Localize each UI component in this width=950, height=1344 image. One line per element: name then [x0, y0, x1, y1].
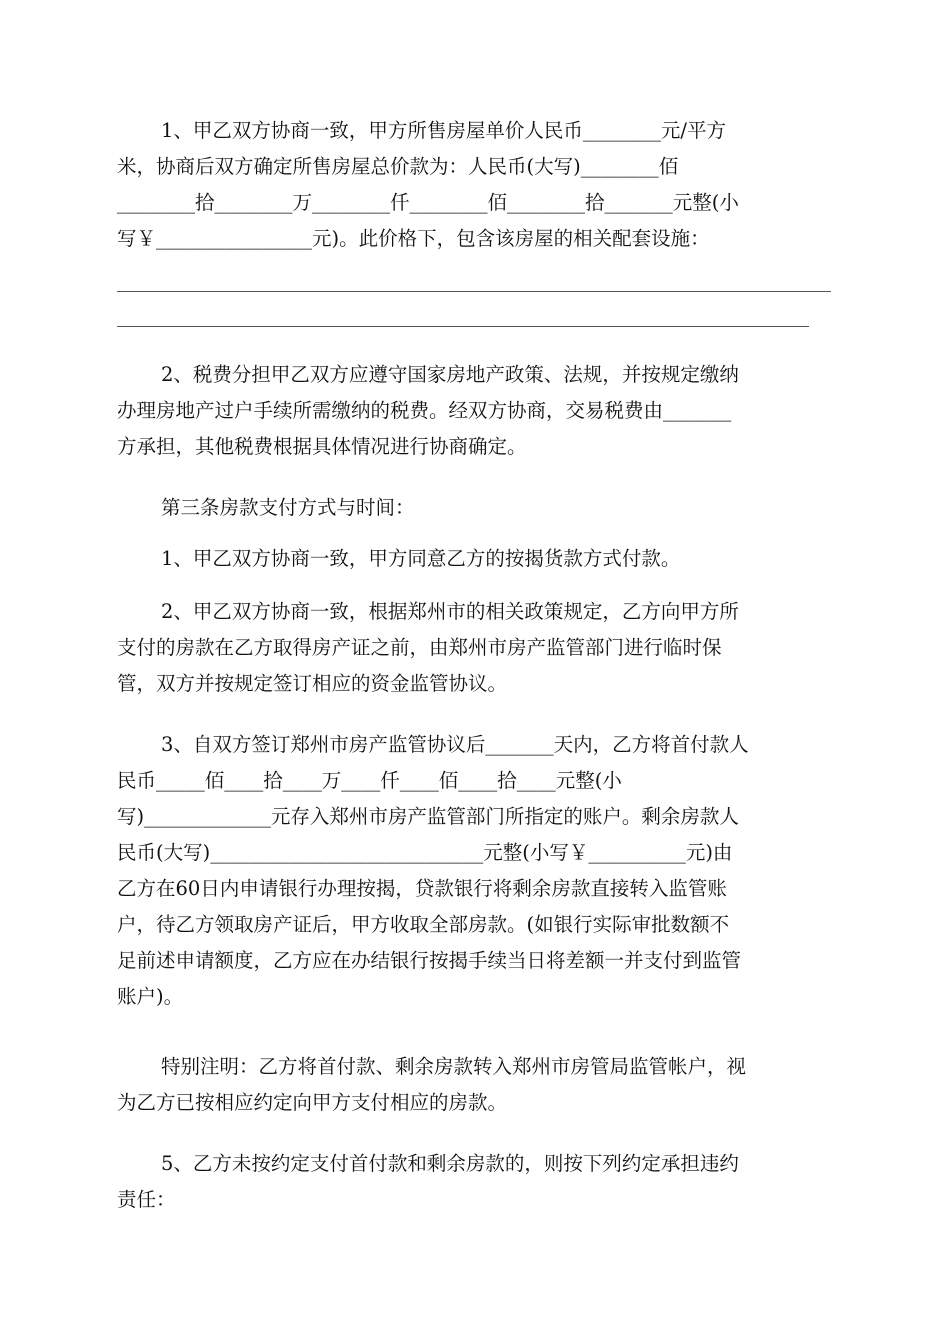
text-line: 支付的房款在乙方取得房产证之前，由郑州市房产监管部门进行临时保 [117, 636, 722, 659]
text-line: 户，待乙方领取房产证后，甲方收取全部房款。(如银行实际审批数额不 [117, 913, 730, 936]
text-line: 责任： [117, 1188, 176, 1211]
text-line: ________拾________万________仟________佰________拾_______元整(小 [117, 191, 739, 214]
text-line: 民币(大写)____________________________元整(小写￥__________元)由 [117, 841, 733, 864]
blank-fill-line [117, 291, 831, 292]
paragraph-breach-liability [117, 1146, 831, 1218]
text-line: 写)_____________元存入郑州市房产监管部门所指定的账户。剩余房款人 [117, 805, 739, 828]
blank-fill-line [117, 326, 809, 327]
text-line: 办理房地产过户手续所需缴纳的税费。经双方协商，交易税费由_______ [117, 399, 732, 422]
paragraph-fund-supervision [117, 594, 831, 702]
text-line: 为乙方已按相应约定向甲方支付相应的房款。 [117, 1091, 508, 1114]
paragraph-tax-sharing [117, 357, 831, 465]
paragraph-mortgage-payment [117, 541, 831, 577]
text-line: 足前述申请额度，乙方应在办结银行按揭手续当日将差额一并支付到监管 [117, 949, 742, 972]
text-line: 乙方在60日内申请银行办理按揭，贷款银行将剩余房款直接转入监管账 [117, 877, 727, 900]
text-line: 方承担，其他税费根据具体情况进行协商确定。 [117, 435, 527, 458]
text-line: 民币_____佰____拾____万____仟____佰____拾____元整(小 [117, 769, 622, 792]
paragraph-down-payment [117, 727, 831, 1015]
text-line: 2、甲乙双方协商一致，根据郑州市的相关政策规定，乙方向甲方所 [161, 600, 739, 623]
text-line: 写￥________________元)。此价格下，包含该房屋的相关配套设施： [117, 227, 710, 250]
text-line: 1、甲乙双方协商一致，甲方同意乙方的按揭货款方式付款。 [161, 547, 681, 570]
text-line: 3、自双方签订郑州市房产监管协议后_______天内，乙方将首付款人 [161, 733, 749, 756]
paragraph-unit-price [117, 113, 831, 257]
text-line: 5、乙方未按约定支付首付款和剩余房款的，则按下列约定承担违约 [161, 1152, 739, 1175]
text-line: 特别注明：乙方将首付款、剩余房款转入郑州市房管局监管帐户，视 [161, 1055, 747, 1078]
text-line: 2、税费分担甲乙双方应遵守国家房地产政策、法规，并按规定缴纳 [161, 363, 739, 386]
text-line: 米，协商后双方确定所售房屋总价款为：人民币(大写)________佰 [117, 155, 679, 178]
text-line: 第三条房款支付方式与时间： [161, 496, 415, 519]
text-line: 管，双方并按规定签订相应的资金监管协议。 [117, 672, 508, 695]
text-line: 1、甲乙双方协商一致，甲方所售房屋单价人民币________元/平方 [161, 119, 726, 142]
text-line: 账户)。 [117, 985, 184, 1008]
paragraph-special-note [117, 1049, 831, 1121]
section-heading [117, 490, 831, 526]
